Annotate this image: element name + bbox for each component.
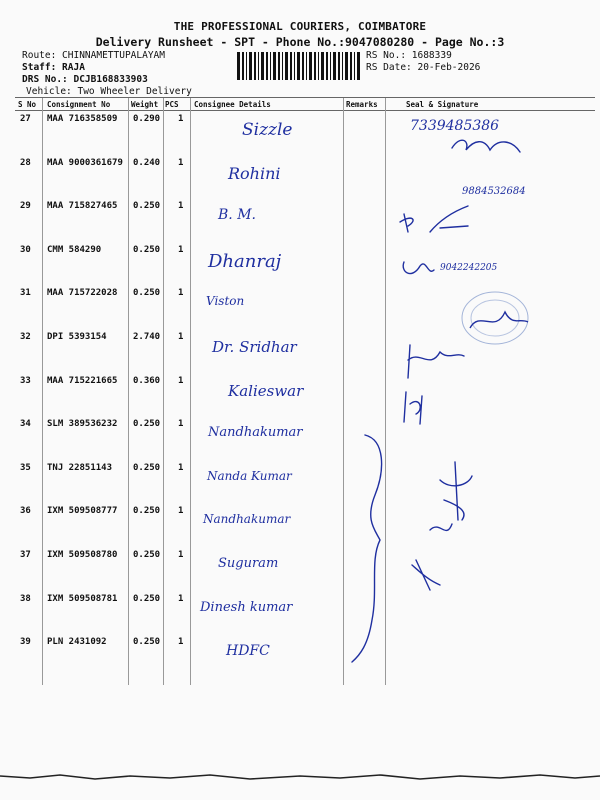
cell-sno: 31 [20,288,31,299]
consignee-handwriting: Nandhakumar [203,512,291,527]
col-seal: Seal & Signature [406,100,479,109]
cell-pcs: 1 [178,550,184,560]
cell-weight: 0.250 [133,550,161,560]
consignee-handwriting: B. M. [218,207,256,224]
cell-consignment: CMM 584290 [47,244,102,255]
cell-pcs: 1 [178,288,184,299]
cell-pcs: 1 [178,332,184,342]
cell-pcs: 1 [178,462,184,473]
consignee-handwriting: Nandhakumar [208,425,303,441]
cell-sno: 38 [20,593,31,604]
signature [412,462,472,590]
seal-phone-number: 9042242205 [440,262,498,273]
rs-number: RS No.: 1688339 [366,50,452,61]
consignee-handwriting: Dhanraj [208,250,282,272]
cell-consignment: MAA 716358509 [47,114,118,124]
cell-pcs: 1 [178,593,184,604]
cell-weight: 0.240 [133,157,161,168]
cell-pcs: 1 [178,201,184,212]
staff-info: Staff: RAJA [22,62,85,73]
cell-weight: 0.250 [133,506,161,517]
cell-consignment: IXM 509508781 [47,593,118,604]
cell-weight: 0.250 [133,419,161,430]
cell-weight: 2.740 [133,332,161,342]
seal-phone-number: 9884532684 [462,185,526,197]
cell-weight: 0.290 [133,114,161,124]
company-title: THE PROFESSIONAL COURIERS, COIMBATORE [173,20,427,33]
col-consignee: Consignee Details [194,100,271,109]
cell-consignment: SLM 389536232 [47,419,118,430]
cell-weight: 0.250 [133,593,161,604]
signature [408,345,464,378]
signature [403,262,434,274]
cell-sno: 29 [20,201,31,212]
cell-consignment: IXM 509508780 [47,550,118,560]
vehicle-info: Vehicle: Two Wheeler Delivery [26,86,192,97]
cell-consignment: IXM 509508777 [47,506,118,517]
cell-weight: 0.250 [133,288,161,299]
cell-sno: 36 [20,506,31,517]
cell-sno: 35 [20,462,31,473]
cell-pcs: 1 [178,114,184,124]
cell-weight: 0.250 [133,201,161,212]
cell-sno: 34 [20,419,31,430]
cell-pcs: 1 [178,637,184,648]
cell-sno: 37 [20,550,31,560]
cell-weight: 0.250 [133,637,161,648]
consignee-handwriting: Kalieswar [228,381,304,400]
cell-sno: 32 [20,332,31,342]
cell-consignment: MAA 715827465 [47,201,118,212]
cell-consignment: MAA 715221665 [47,375,118,386]
consignee-handwriting: Dinesh kumar [200,599,293,615]
cell-pcs: 1 [178,244,184,255]
col-weight: Weight [131,100,159,109]
consignee-handwriting: Sizzle [242,120,293,140]
cell-pcs: 1 [178,506,184,517]
consignee-handwriting: HDFC [226,643,270,660]
cell-pcs: 1 [178,419,184,430]
consignee-handwriting: Suguram [218,556,279,571]
seal-phone-number: 7339485386 [410,118,500,134]
cell-weight: 0.360 [133,375,161,386]
consignee-handwriting: Nanda Kumar [207,468,292,483]
cell-pcs: 1 [178,375,184,386]
cell-pcs: 1 [178,157,184,168]
cell-sno: 28 [20,157,31,168]
cell-consignment: PLN 2431092 [47,637,107,648]
torn-edge [0,772,600,784]
signature [400,206,468,232]
consignee-handwriting: Dr. Sridhar [212,338,297,356]
brace-mark [352,435,382,662]
cell-weight: 0.250 [133,244,161,255]
cell-consignment: MAA 9000361679 [47,157,123,168]
col-pcs: PCS [165,100,179,109]
cell-consignment: DPI 5393154 [47,332,107,342]
rs-date: RS Date: 20-Feb-2026 [366,62,481,73]
stamp [462,292,528,344]
signature [452,140,520,152]
cell-weight: 0.250 [133,462,161,473]
drs-info: DRS No.: DCJB168833903 [22,74,148,85]
col-consignment: Consignment No [47,100,111,109]
col-remarks: Remarks [346,100,378,109]
col-sno: S No [18,100,37,109]
cell-sno: 33 [20,375,31,386]
runsheet-subtitle: Delivery Runsheet - SPT - Phone No.:9047080280 - Page No.:3 [95,35,505,49]
consignee-handwriting: Viston [206,294,245,309]
cell-sno: 39 [20,637,31,648]
cell-sno: 27 [20,114,31,124]
cell-consignment: TNJ 22851143 [47,462,113,473]
route-info: Route: CHINNAMETTUPALAYAM [22,50,165,61]
consignee-handwriting: Rohini [228,163,281,183]
signature [404,392,422,424]
cell-sno: 30 [20,244,31,255]
cell-consignment: MAA 715722028 [47,288,118,299]
